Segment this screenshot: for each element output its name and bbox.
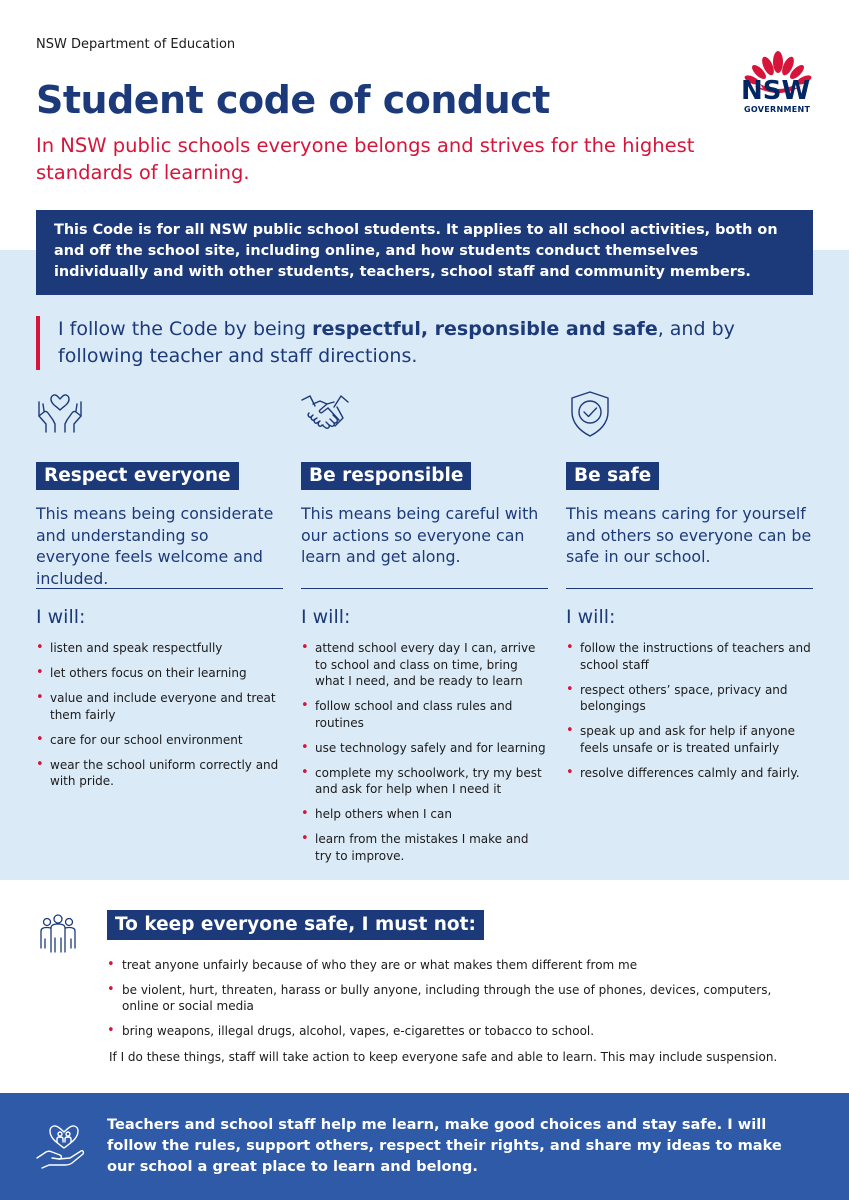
- list-item: • treat anyone unfairly because of who they are or what makes them different from me: [107, 957, 807, 974]
- divider: [566, 588, 813, 589]
- list-item: • wear the school uniform correctly and with pride.: [36, 757, 283, 790]
- must-not-heading: To keep everyone safe, I must not:: [107, 910, 484, 940]
- column-safe: [566, 390, 813, 790]
- logo-government-text: GOVERNMENT: [744, 105, 811, 114]
- list-item: • let others focus on their learning: [36, 665, 283, 682]
- list-item: • resolve differences calmly and fairly.: [566, 765, 813, 782]
- will-list: [36, 640, 283, 790]
- must-not-list: [107, 957, 807, 1047]
- follow-statement: [36, 316, 826, 370]
- people-group-icon: [36, 912, 80, 956]
- list-item: • bring weapons, illegal drugs, alcohol, vapes, e-cigarettes or tobacco to school.: [107, 1023, 807, 1040]
- column-heading: Be responsible: [301, 462, 471, 490]
- list-item: • follow the instructions of teachers and school staff: [566, 640, 813, 673]
- column-respect: [36, 390, 283, 798]
- column-heading: Be safe: [566, 462, 659, 490]
- logo-nsw-text: NSW: [741, 76, 811, 106]
- list-item: • be violent, hurt, threaten, harass or bully anyone, including through the use of phones, devices, computers, online or social media: [107, 982, 807, 1015]
- list-item: • learn from the mistakes I make and try to improve.: [301, 831, 548, 864]
- list-item: • attend school every day I can, arrive to school and class on time, bring what I need, and be ready to learn: [301, 640, 548, 690]
- column-description: This means being considerate and understanding so everyone feels welcome and included.: [36, 504, 274, 588]
- will-list: [301, 640, 548, 864]
- list-item: • care for our school environment: [36, 732, 283, 749]
- will-label: I will:: [36, 606, 86, 628]
- follow-emphasis: respectful, responsible and safe: [312, 318, 658, 340]
- page-subtitle: In NSW public schools everyone belongs and strives for the highest standards of learning.: [36, 134, 695, 184]
- list-item: • complete my schoolwork, try my best and ask for help when I need it: [301, 765, 548, 798]
- follow-prefix: I follow the Code by being: [58, 318, 313, 340]
- footer-text: Teachers and school staff help me learn, make good choices and stay safe. I will follow the rules, support others, respect their rights, and share my ideas to make our school a great place to learn and belong.: [107, 1116, 782, 1175]
- handshake-icon: [301, 390, 349, 438]
- divider: [301, 588, 548, 589]
- page-title: Student code of conduct: [36, 78, 550, 122]
- list-item: • use technology safely and for learning: [301, 740, 548, 757]
- heart-hands-icon: [36, 390, 84, 438]
- column-heading: Respect everyone: [36, 462, 239, 490]
- list-item: • listen and speak respectfully: [36, 640, 283, 657]
- column-description: This means being careful with our actions so everyone can learn and get along.: [301, 504, 539, 566]
- consequence-text: If I do these things, staff will take action to keep everyone safe and able to learn. This may include suspension.: [109, 1050, 778, 1064]
- list-item: • follow school and class rules and routines: [301, 698, 548, 731]
- column-description: This means caring for yourself and others so everyone can be safe in our school.: [566, 504, 812, 566]
- caring-hand-icon: [34, 1118, 86, 1170]
- list-item: • speak up and ask for help if anyone feels unsafe or is treated unfairly: [566, 723, 813, 756]
- list-item: • respect others’ space, privacy and belongings: [566, 682, 813, 715]
- follow-suffix: , and by following teacher and staff directions.: [58, 318, 735, 367]
- shield-check-icon: [566, 390, 614, 438]
- department-name: NSW Department of Education: [36, 37, 236, 52]
- scope-banner: This Code is for all NSW public school students. It applies to all school activities, both on and off the school site, including online, and how students conduct themselves individually and with other students, teachers, school staff and community members.: [36, 210, 813, 295]
- will-label: I will:: [301, 606, 351, 628]
- will-list: [566, 640, 813, 781]
- list-item: • value and include everyone and treat them fairly: [36, 690, 283, 723]
- column-responsible: [301, 390, 548, 873]
- list-item: • help others when I can: [301, 806, 548, 823]
- will-label: I will:: [566, 606, 616, 628]
